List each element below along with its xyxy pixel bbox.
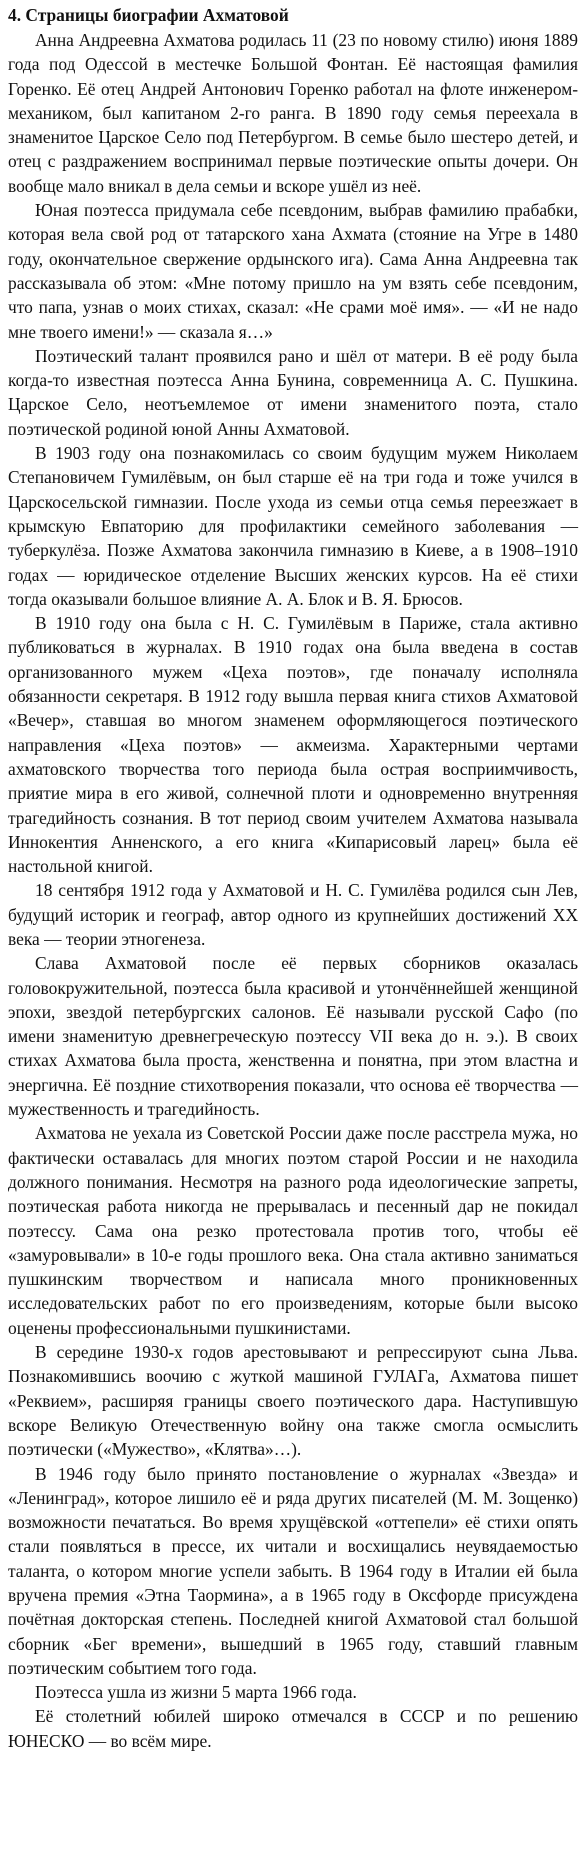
paragraph-6: 18 сентября 1912 года у Ахматовой и Н. С. Гумилёва родился сын Лев, будущий историк и географ, автор одного из крупнейших достижений XX века — теории этногенеза. <box>8 880 578 949</box>
paragraph-8: Ахматова не уехала из Советской России даже после расстрела мужа, но фактически оставалась для многих поэтом старой России и не находила должного понимания. Несмотря на разного рода идеологические запреты, поэтическая работа никогда не прерывалась и песенный дар не покидал поэтессу. Сама она резко протестовала против того, чтобы её «замуровывали» в 10-е годы прошлого века. Она стала активно заниматься пушкинским творчеством и написала много проникновенных исследовательских работ по его произведениям, которые были высоко оценены профессиональными пушкинистами. <box>8 1123 578 1338</box>
paragraph-1: Анна Андреевна Ахматова родилась 11 (23 по новому стилю) июня 1889 года под Одессой в местечке Большой Фонтан. Её настоящая фамилия Горенко. Её отец Андрей Антонович Горенко работал на флоте инженером-механиком, был капитаном 2-го ранга. В 1890 году семья переехала в знаменитое Царское Село под Петербургом. В семье было шестеро детей, и отец с раздражением воспринимал первые поэтические опыты дочери. Он вообще мало вникал в дела семьи и вскоре ушёл из неё. <box>8 30 578 196</box>
paragraph-12: Её столетний юбилей широко отмечался в СССР и по решению ЮНЕСКО — во всём мире. <box>8 1706 578 1751</box>
paragraph-2: Юная поэтесса придумала себе псевдоним, выбрав фамилию прабабки, которая вела свой род от татарского хана Ахмата (стояние на Угре в 1480 году, окончательное свержение ордынского ига). Сама Анна Андреевна так рассказывала об этом: «Мне потому пришло на ум взять себе псевдоним, что папа, узнав о моих стихах, сказал: «Не срами моё имя». — «И не надо мне твоего имени!» — сказала я…» <box>8 200 578 342</box>
paragraph-10: В 1946 году было принято постановление о журналах «Звезда» и «Ленинград», которое лишило её и ряда других писателей (М. М. Зощенко) возможности печататься. Во время хрущёвской «оттепели» её стихи опять стали появляться в прессе, их читали и восхищались неувядаемостью таланта, о котором многие успели забыть. В 1964 году в Италии ей была вручена премия «Этна Таормина», а в 1965 году в Оксфорде присуждена почётная докторская степень. Последней книгой Ахматовой стал большой сборник «Бег времени», вышедший в 1965 году, ставший главным поэтическим событием того года. <box>8 1463 578 1678</box>
paragraph-4: В 1903 году она познакомилась со своим будущим мужем Николаем Степановичем Гумилёвым, он был старше её на три года и тоже учился в Царскосельской гимназии. После ухода из семьи отца семья переезжает в крымскую Евпаторию для профилактики семейного заболевания — туберкулёза. Позже Ахматова закончила гимназию в Киеве, а в 1908–1910 годах — юридическое отделение Высших женских курсов. На её стихи тогда оказывали большое влияние А. А. Блок и В. Я. Брюсов. <box>8 443 578 609</box>
paragraph-7: Слава Ахматовой после её первых сборников оказалась головокружительной, поэтесса была красивой и утончённейшей женщиной эпохи, звездой петербургских салонов. Её называли русской Сафо (по имени знаменитую древнегреческую поэтессу VII века до н. э.). В своих стихах Ахматова была проста, женственна и понятна, при этом властна и энергична. Её поздние стихотворения показали, что основа её творчества — мужественность и трагедийность. <box>8 953 578 1120</box>
paragraph-3: Поэтический талант проявился рано и шёл от матери. В её роду была когда-то известная поэтесса Анна Бунина, современница А. С. Пушкина. Царское Село, неотъемлемое от имени знаменитого поэта, стало поэтической родиной юной Анны Ахматовой. <box>8 345 578 439</box>
page-title: 4. Страницы биографии Ахматовой <box>8 5 289 25</box>
paragraph-11: Поэтесса ушла из жизни 5 марта 1966 года. <box>35 1682 357 1703</box>
paragraph-9: В середине 1930-х годов арестовывают и репрессируют сына Льва. Познакомившись воочию с жуткой машиной ГУЛАГа, Ахматова пишет «Реквием», расширяя границы своего поэтического дара. Наступившую вскоре Великую Отечественную войну она также смогла осмыслить поэтически («Мужество», «Клятва»…). <box>8 1342 578 1460</box>
paragraph-5: В 1910 году она была с Н. С. Гумилёвым в Париже, стала активно публиковаться в журналах. В 1910 годах она была введена в состав организованного мужем «Цеха поэтов», где поначалу исполняла обязанности секретаря. В 1912 году вышла первая книга стихов Ахматовой «Вечер», ставшая во многом знаменем оформляющегося поэтического направления «Цеха поэтов» — акмеизма. Характерными чертами ахматовского творчества того периода была острая восприимчивость, приятие мира в его живой, солнечной плоти и одновременно внутренняя трагедийность сознания. В тот период своим учителем Ахматова называла Иннокентия Анненского, а его книга «Кипарисовый ларец» была её настольной книгой. <box>8 613 578 877</box>
